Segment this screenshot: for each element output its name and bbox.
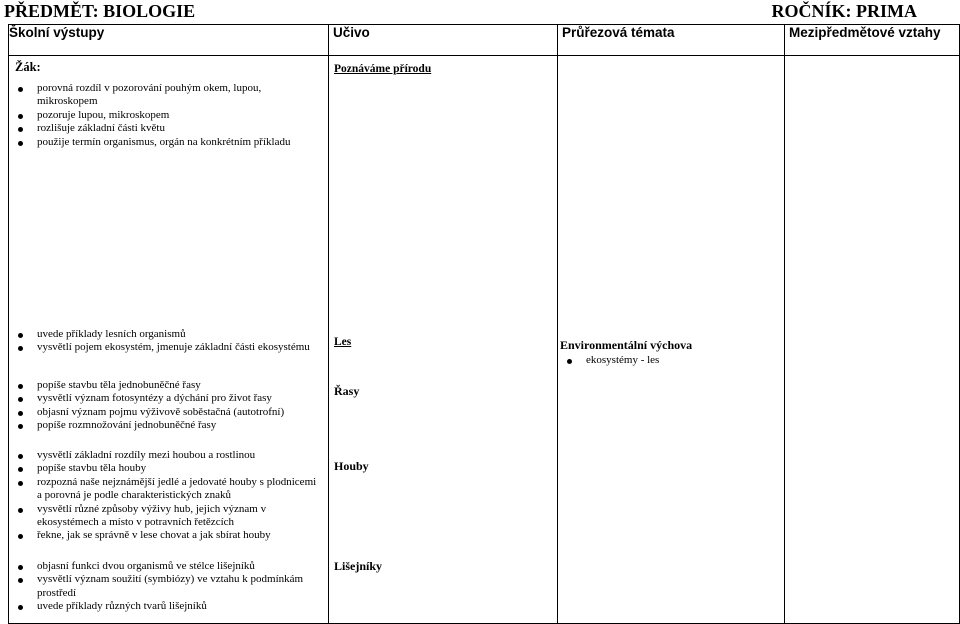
- curriculum-table: [8, 24, 960, 624]
- list-item: popíše stavbu těla jednobuněčné řasy: [15, 379, 320, 392]
- header-cross-topics: Průřezová témata: [558, 25, 785, 56]
- list-item: rozpozná naše nejznámější jedlé a jedovaté houby s plodnicemi a porovná je podle charakteristických znaků: [15, 476, 320, 503]
- list-item: objasní funkci dvou organismů ve stélce lišejníků: [15, 560, 320, 573]
- grade-title: ROČNÍK: PRIMA: [771, 1, 917, 21]
- cross-topics-column: [558, 56, 785, 624]
- environment-title: Environmentální výchova: [560, 338, 693, 352]
- list-item: objasní význam pojmu výživově soběstačná (autotrofní): [15, 406, 320, 419]
- list-item: použije termín organismus, orgán na konkrétním příkladu: [15, 136, 320, 149]
- list-item: popíše stavbu těla houby: [15, 462, 320, 475]
- interdisciplinary-column: [785, 56, 960, 624]
- list-item: uvede příklady různých tvarů lišejníků: [15, 600, 320, 613]
- list-item: uvede příklady lesních organismů: [15, 328, 320, 341]
- header-outcomes: Školní výstupy: [9, 25, 329, 56]
- topic-algae: Řasy: [334, 384, 360, 398]
- topic-forest: Les: [334, 336, 352, 348]
- student-label: Žák:: [15, 60, 41, 74]
- outcome-list-lichens: [15, 560, 320, 614]
- topic-lichens: Lišejníky: [334, 559, 383, 573]
- outcome-list-algae: [15, 379, 320, 433]
- topic-fungi: Houby: [334, 459, 369, 473]
- list-item: pozoruje lupou, mikroskopem: [15, 109, 320, 122]
- list-item: popíše rozmnožování jednobuněčné řasy: [15, 419, 320, 432]
- list-item: vysvětlí význam soužití (symbiózy) ve vztahu k podmínkám prostředí: [15, 573, 320, 600]
- list-item: rozlišuje základní části květu: [15, 122, 320, 135]
- content-column: [329, 56, 558, 624]
- outcomes-column: [9, 56, 329, 624]
- list-item: ekosystémy - les: [564, 354, 869, 367]
- outcome-list-nature: [15, 82, 320, 149]
- list-item: vysvětlí různé způsoby výživy hub, jejich význam v ekosystémech a místo v potravních řetězcích: [15, 503, 320, 530]
- header-content: Učivo: [329, 25, 558, 56]
- outcome-list-fungi: [15, 449, 320, 543]
- outcome-list-forest: [15, 328, 320, 355]
- header-interdisciplinary: Mezipředmětové vztahy: [785, 25, 960, 56]
- topic-nature: Poznáváme přírodu: [334, 63, 432, 75]
- list-item: vysvětlí význam fotosyntézy a dýchání pro život řasy: [15, 392, 320, 405]
- list-item: řekne, jak se správně v lese chovat a jak sbírat houby: [15, 529, 320, 542]
- list-item: vysvětlí základní rozdíly mezi houbou a rostlinou: [15, 449, 320, 462]
- environment-list: [564, 354, 869, 367]
- list-item: vysvětlí pojem ekosystém, jmenuje základní části ekosystému: [15, 341, 320, 354]
- subject-title: PŘEDMĚT: BIOLOGIE: [4, 1, 196, 21]
- list-item: porovná rozdíl v pozorování pouhým okem, lupou, mikroskopem: [15, 82, 320, 109]
